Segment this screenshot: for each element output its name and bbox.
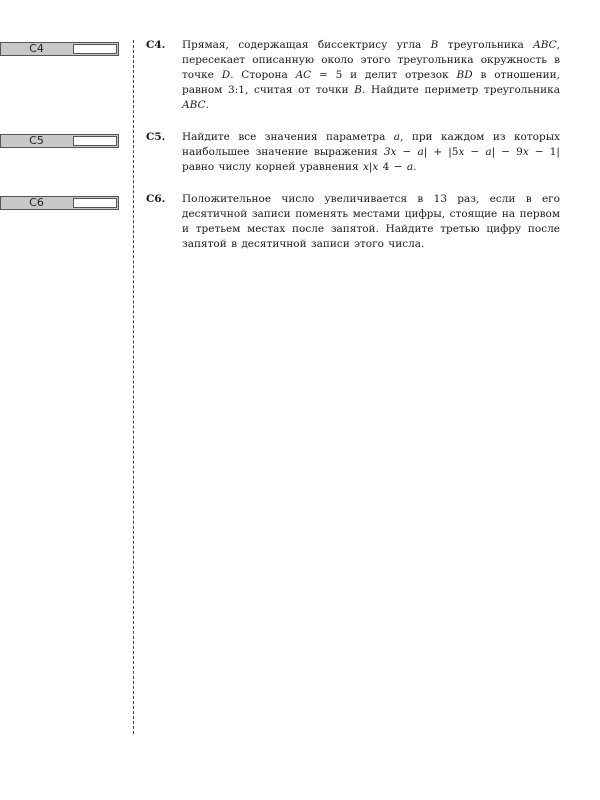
task-number: C5. xyxy=(146,131,166,143)
task-c4 xyxy=(146,38,560,113)
task-c6 xyxy=(146,192,560,252)
answer-box-code: C5 xyxy=(29,134,44,147)
answer-field-c4[interactable] xyxy=(73,44,117,54)
answer-box-c6 xyxy=(0,196,119,210)
answer-box-c4 xyxy=(0,42,119,56)
task-text: Найдите все значения параметра a, при каждом из которых наибольшее значение выражения 3x − a| + |5x − a| − 9x − 1| равно числу корней уравнения x|x 4 − a. xyxy=(182,131,560,173)
margin-divider xyxy=(133,40,134,734)
task-number: C4. xyxy=(146,39,166,51)
task-text: Положительное число увеличивается в 13 раз, если в его десятичной записи поменять местами цифры, стоящие на первом и третьем местах после запятой. Найдите третью цифру после запятой в десятичной записи этого числа. xyxy=(182,193,560,250)
answer-box-code: C4 xyxy=(29,42,44,55)
task-c5 xyxy=(146,130,560,175)
answer-field-c6[interactable] xyxy=(73,198,117,208)
answer-box-code: C6 xyxy=(29,196,44,209)
answer-field-c5[interactable] xyxy=(73,136,117,146)
task-text: Прямая, содержащая биссектрису угла B треугольника ABC, пересекает описанную около этого треугольника окружность в точке D. Сторона AC = 5 и делит отрезок BD в отношении, равном 3:1, считая от точки B. Найдите периметр треугольника ABC. xyxy=(182,39,560,111)
answer-box-c5 xyxy=(0,134,119,148)
task-number: C6. xyxy=(146,193,166,205)
